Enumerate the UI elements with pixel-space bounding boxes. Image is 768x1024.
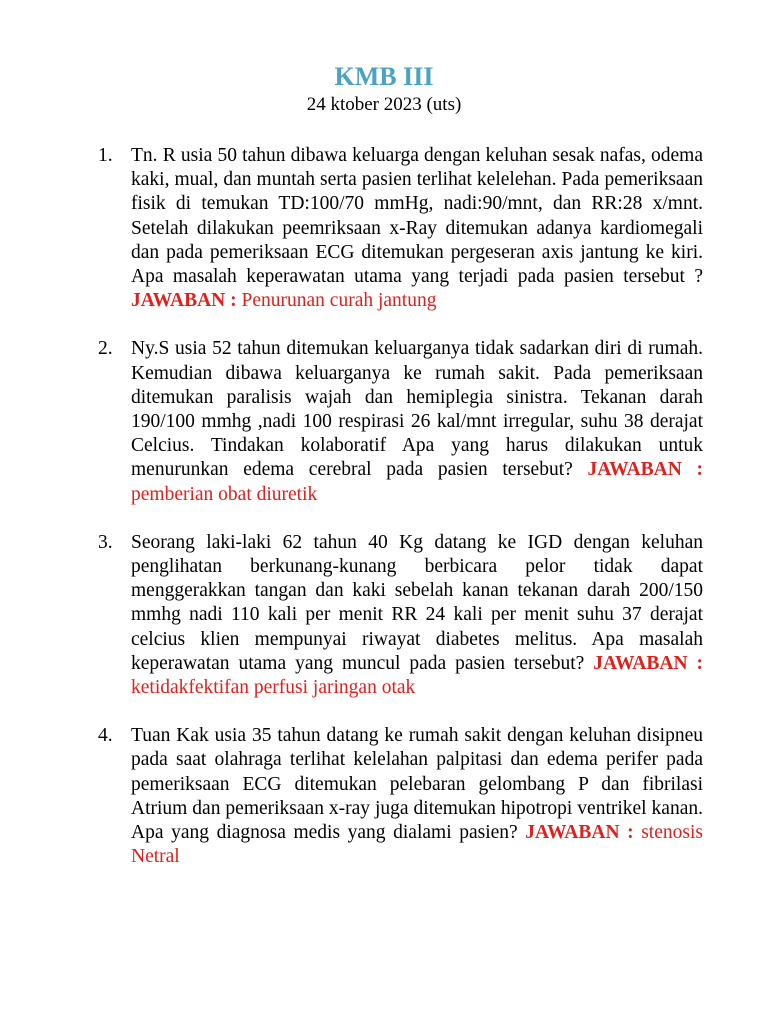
- question-item: [98, 724, 703, 869]
- question-number: 2.: [98, 338, 113, 360]
- answer-text: stenosis Netral: [131, 822, 703, 868]
- question-item: [98, 531, 703, 700]
- answer-label: JAWABAN :: [587, 459, 703, 481]
- question-text: Seorang laki-laki 62 tahun 40 Kg datang ke IGD dengan keluhan penglihatan berkunang-kunang berbicara pelor tidak dapat menggerakkan tangan dan kaki sebelah kanan tekanan darah 200/150 mmhg nadi 110 kali per menit RR 24 kali per menit suhu 37 derajat celcius klien mempunyai riwayat diabetes melitus. Apa masalah keperawatan utama yang muncul pada pasien tersebut?: [131, 531, 703, 674]
- answer-text: pemberian obat diuretik: [131, 483, 318, 505]
- answer-label: JAWABAN :: [593, 652, 703, 674]
- question-text: Tuan Kak usia 35 tahun datang ke rumah sakit dengan keluhan disipneu pada saat olahraga terlihat kelelahan palpitasi dan edema perifer pada pemeriksaan ECG ditemukan pelebaran gelombang P dan fibrilasi Atrium dan pemeriksaan x-ray juga ditemukan hipotropi ventrikel kanan. Apa yang diagnosa medis yang dialami pasien?: [131, 725, 703, 844]
- question-number: 1.: [98, 145, 113, 166]
- answer-label: JAWABAN :: [525, 822, 642, 844]
- document-date: 24 ktober 2023 (uts): [306, 94, 462, 115]
- question-item: [98, 337, 703, 506]
- question-item: [98, 144, 703, 313]
- question-list: [98, 144, 703, 869]
- question-text: Tn. R usia 50 tahun dibawa keluarga dengan keluhan sesak nafas, odema kaki, mual, dan muntah serta pasien terlihat kelelehan. Pada pemeriksaan fisik di temukan TD:100/70 mmHg, nadi:90/mnt, dan RR:28 x/mnt. Setelah dilakukan peemriksaan x-Ray ditemukan adanya kardiomegali dan pada pemeriksaan ECG ditemukan pergeseran axis jantung ke kiri. Apa masalah keperawatan utama yang terjadi pada pasien tersebut ?: [131, 145, 703, 288]
- document-title: KMB III: [334, 62, 434, 91]
- answer-label: JAWABAN :: [131, 290, 242, 312]
- question-text: Ny.S usia 52 tahun ditemukan keluarganya tidak sadarkan diri di rumah. Kemudian dibawa keluarganya ke rumah sakit. Pada pemeriksaan ditemukan paralisis wajah dan hemiplegia sinistra. Tekanan darah 190/100 mmhg ,nadi 100 respirasi 26 kal/mnt irregular, suhu 38 derajat Celcius. Tindakan kolaboratif Apa yang harus dilakukan untuk menurunkan edema cerebral pada pasien tersebut?: [131, 338, 703, 481]
- question-number: 3.: [98, 531, 113, 553]
- question-number: 4.: [98, 725, 113, 747]
- answer-text: ketidakfektifan perfusi jaringan otak: [131, 677, 416, 699]
- answer-text: Penurunan curah jantung: [241, 290, 437, 312]
